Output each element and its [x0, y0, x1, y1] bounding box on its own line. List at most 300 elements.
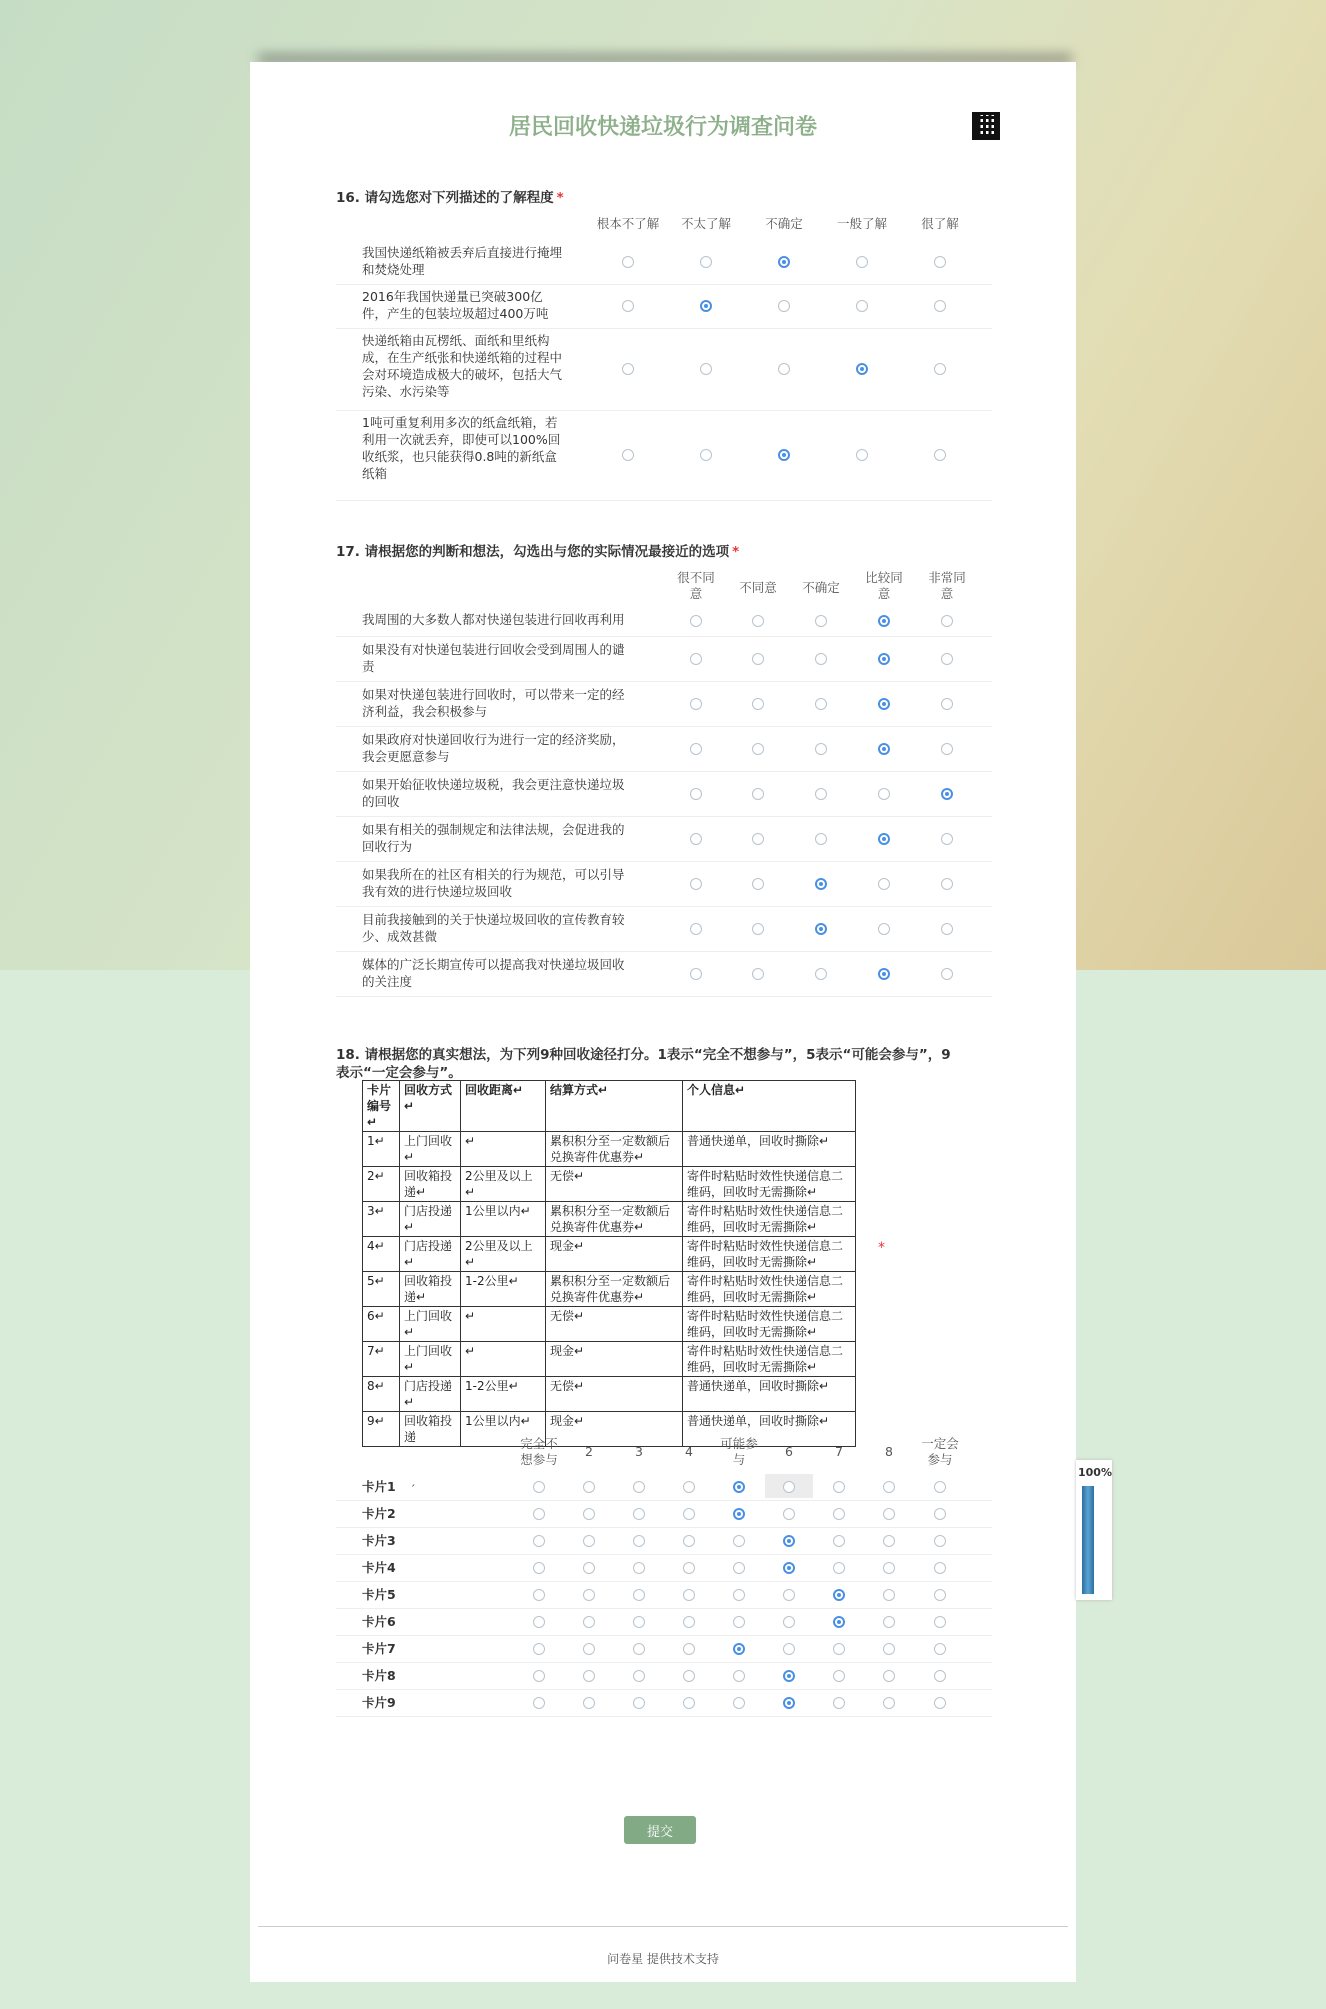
q18-card6-score-radio[interactable]: [733, 1616, 745, 1628]
q17-row9-option-radio[interactable]: [690, 968, 702, 980]
q16-row-label-line: 污染、水污染等: [362, 384, 450, 399]
q16-row3-option-radio[interactable]: [622, 363, 634, 375]
q17-row-label-line: 如果开始征收快递垃圾税，我会更注意快递垃圾: [362, 777, 625, 792]
q18-card3-score-radio[interactable]: [934, 1535, 946, 1547]
q18-card7-score-radio[interactable]: [583, 1643, 595, 1655]
q18-card7-score-radio[interactable]: [833, 1643, 845, 1655]
q18-column-header: [513, 1436, 565, 1468]
q16-column-header: 不太了解: [680, 216, 731, 231]
q18-card9-score-radio[interactable]: [733, 1697, 745, 1709]
q18-card2-score-radio[interactable]: [733, 1508, 745, 1520]
q16-row1-option-radio[interactable]: [934, 256, 946, 268]
q18-card7-score-radio[interactable]: [934, 1643, 946, 1655]
q17-row5-option-radio[interactable]: [878, 788, 890, 800]
q18-table-cell: 1↵: [363, 1132, 400, 1167]
q18-column-header-line: 参与: [927, 1452, 953, 1467]
q18-table-cell: 无偿↵: [546, 1307, 683, 1342]
q18-card4-score-radio[interactable]: [883, 1562, 895, 1574]
q18-card4-score-radio[interactable]: [934, 1562, 946, 1574]
q18-card3-score-radio[interactable]: [783, 1535, 795, 1547]
q18-card7-score-radio[interactable]: [783, 1643, 795, 1655]
q16-title: [336, 186, 564, 206]
q17-row8-option-radio[interactable]: [878, 923, 890, 935]
q17-row-label-line: 我有效的进行快递垃圾回收: [362, 884, 513, 899]
q17-text: 请根据您的判断和想法，勾选出与您的实际情况最接近的选项: [364, 544, 730, 560]
q18-card3-score-radio[interactable]: [833, 1535, 845, 1547]
q17-row-label: [362, 731, 672, 765]
q18-table-cell: 回收箱投递↵: [400, 1167, 461, 1202]
q18-column-header-line: 3: [635, 1444, 643, 1459]
q18-card8-score-radio[interactable]: [683, 1670, 695, 1682]
q18-card5-score-radio[interactable]: [533, 1589, 545, 1601]
q16-column-header: 很了解: [921, 216, 959, 231]
q18-card1-score-radio[interactable]: [533, 1481, 545, 1493]
survey-card: [250, 62, 1076, 1982]
q17-row7-option-radio[interactable]: [690, 878, 702, 890]
q18-card4-score-radio[interactable]: [683, 1562, 695, 1574]
q18-card8-score-radio[interactable]: [633, 1670, 645, 1682]
q16-row-divider: [336, 284, 992, 285]
q18-column-header-line: 4: [685, 1444, 693, 1459]
q18-table-header-cell: 结算方式↵: [546, 1081, 683, 1132]
q18-card4-score-radio[interactable]: [833, 1562, 845, 1574]
q18-card5-score-radio[interactable]: [883, 1589, 895, 1601]
q16-row1-option-radio[interactable]: [856, 256, 868, 268]
q18-row-label: 卡片3: [362, 1533, 396, 1548]
q18-table-header-cell: 卡片编号↵: [363, 1081, 400, 1132]
q18-table-row: [363, 1272, 856, 1307]
q18-table-cell: 1-2公里↵: [461, 1377, 546, 1412]
q18-table-cell: 回收箱投递↵: [400, 1272, 461, 1307]
q18-row-label: 卡片2: [362, 1506, 396, 1521]
q18-row-divider: [336, 1527, 992, 1528]
q18-card5-score-radio[interactable]: [833, 1589, 845, 1601]
q18-card4-score-radio[interactable]: [733, 1562, 745, 1574]
q18-table-cell: 普通快递单，回收时撕除↵: [683, 1377, 856, 1412]
q17-row5-option-radio[interactable]: [690, 788, 702, 800]
q18-column-header-line: 想参与: [520, 1452, 558, 1467]
q17-row-label-line: 目前我接触到的关于快递垃圾回收的宣传教育较: [362, 912, 625, 927]
q16-row1-option-radio[interactable]: [778, 256, 790, 268]
q18-card3-score-radio[interactable]: [883, 1535, 895, 1547]
q18-card3-score-radio[interactable]: [583, 1535, 595, 1547]
q18-row-divider: [336, 1635, 992, 1636]
q18-card6-score-radio[interactable]: [683, 1616, 695, 1628]
q18-table-cell: 2公里及以上↵: [461, 1167, 546, 1202]
q16-row-label-line: 成，在生产纸张和快递纸箱的过程中: [362, 350, 563, 365]
q17-row4-option-radio[interactable]: [752, 743, 764, 755]
q18-table-cell: 5↵: [363, 1272, 400, 1307]
q16-row-label: [362, 414, 598, 482]
q17-row9-option-radio[interactable]: [878, 968, 890, 980]
q18-card2-score-radio[interactable]: [533, 1508, 545, 1520]
q16-row3-option-radio[interactable]: [700, 363, 712, 375]
q17-row3-option-radio[interactable]: [815, 698, 827, 710]
q17-row1-option-radio[interactable]: [815, 615, 827, 627]
q18-column-header: [563, 1444, 615, 1460]
q18-table-cell: 2↵: [363, 1167, 400, 1202]
q17-row2-option-radio[interactable]: [690, 653, 702, 665]
q17-row-label-line: 责: [362, 659, 375, 674]
q16-row-label-line: 和焚烧处理: [362, 262, 425, 277]
q16-row-label-line: 我国快递纸箱被丢弃后直接进行掩埋: [362, 245, 563, 260]
q18-card8-score-radio[interactable]: [934, 1670, 946, 1682]
q18-column-header-line: 与: [732, 1452, 746, 1467]
q18-column-header: [713, 1436, 765, 1468]
q16-row-label: [362, 288, 598, 322]
q17-row2-option-radio[interactable]: [815, 653, 827, 665]
q16-row-label-line: 纸箱: [362, 466, 388, 481]
q17-row1-option-radio[interactable]: [878, 615, 890, 627]
q17-column-header-line: 非常同: [928, 570, 966, 585]
q17-row8-option-radio[interactable]: [815, 923, 827, 935]
q18-column-header-line: 完全不: [520, 1436, 558, 1451]
q18-card8-score-radio[interactable]: [883, 1670, 895, 1682]
q17-row2-option-radio[interactable]: [752, 653, 764, 665]
q18-table-row: [363, 1377, 856, 1412]
q18-card1-score-radio[interactable]: [733, 1481, 745, 1493]
q18-row-divider: [336, 1662, 992, 1663]
q16-row-divider: [336, 328, 992, 329]
q18-table-row: [363, 1167, 856, 1202]
progress-fill: [1082, 1486, 1094, 1594]
q16-row-label-line: 会对环境造成极大的破坏，包括大气: [362, 367, 563, 382]
q18-table-cell: 寄件时粘贴时效性快递信息二维码，回收时无需撕除↵: [683, 1272, 856, 1307]
qr-code-icon[interactable]: [972, 112, 1000, 140]
q16-row1-option-radio[interactable]: [622, 256, 634, 268]
q18-table-cell: 现金↵: [546, 1237, 683, 1272]
q18-table-header-row: [363, 1081, 856, 1132]
q18-card9-score-radio[interactable]: [934, 1697, 946, 1709]
q18-card9-score-radio[interactable]: [633, 1697, 645, 1709]
q18-table-cell: 累积积分至一定数额后兑换寄件优惠券↵: [546, 1202, 683, 1237]
q17-title: [336, 540, 739, 560]
q18-column-header-line: 一定会: [921, 1436, 959, 1451]
q18-row-label: 卡片1: [362, 1479, 396, 1494]
q18-table-header-cell: 回收距离↵: [461, 1081, 546, 1132]
q17-row4-option-radio[interactable]: [690, 743, 702, 755]
q18-row-divider: [336, 1581, 992, 1582]
q17-column-header: [852, 570, 916, 602]
q17-row-divider: [336, 861, 992, 862]
q18-column-header: [663, 1444, 715, 1460]
q18-card7-score-radio[interactable]: [633, 1643, 645, 1655]
q18-card5-score-radio[interactable]: [934, 1589, 946, 1601]
q17-row3-option-radio[interactable]: [941, 698, 953, 710]
q18-table-cell: 累积积分至一定数额后兑换寄件优惠券↵: [546, 1132, 683, 1167]
q18-card4-score-radio[interactable]: [783, 1562, 795, 1574]
q17-row-label-line: 我会更愿意参与: [362, 749, 450, 764]
q18-card-table: [362, 1080, 856, 1447]
q18-column-header-line: 2: [585, 1444, 593, 1459]
q17-row-label-line: 的关注度: [362, 974, 413, 989]
q17-row6-option-radio[interactable]: [815, 833, 827, 845]
q18-card4-score-radio[interactable]: [583, 1562, 595, 1574]
q17-row4-option-radio[interactable]: [815, 743, 827, 755]
q16-column-header: 一般了解: [836, 216, 887, 231]
q18-card5-score-radio[interactable]: [583, 1589, 595, 1601]
q17-row6-option-radio[interactable]: [752, 833, 764, 845]
q18-table-cell: 门店投递↵: [400, 1237, 461, 1272]
q17-row1-option-radio[interactable]: [752, 615, 764, 627]
q18-card5-score-radio[interactable]: [683, 1589, 695, 1601]
q17-row7-option-radio[interactable]: [752, 878, 764, 890]
q18-table-cell: 寄件时粘贴时效性快递信息二维码，回收时无需撕除↵: [683, 1307, 856, 1342]
q17-row-label: [362, 866, 672, 900]
q16-number: 16.: [336, 190, 360, 206]
q18-card1-score-radio[interactable]: [833, 1481, 845, 1493]
q18-card6-score-radio[interactable]: [633, 1616, 645, 1628]
q17-column-header: [726, 580, 790, 596]
q17-row-divider: [336, 951, 992, 952]
q16-row2-option-radio[interactable]: [856, 300, 868, 312]
q18-card8-score-radio[interactable]: [833, 1670, 845, 1682]
q18-card2-score-radio[interactable]: [934, 1508, 946, 1520]
q18-table-header-cell: 回收方式↵: [400, 1081, 461, 1132]
q18-card9-score-radio[interactable]: [783, 1697, 795, 1709]
q17-row-label-line: 如果政府对快递回收行为进行一定的经济奖励，: [362, 732, 625, 747]
q17-row-label-line: 的回收: [362, 794, 400, 809]
q16-row2-option-radio[interactable]: [622, 300, 634, 312]
q18-row-label: 卡片6: [362, 1614, 396, 1629]
q18-card2-score-radio[interactable]: [883, 1508, 895, 1520]
q17-column-header-line: 意: [877, 586, 891, 601]
q18-row-label: 卡片4: [362, 1560, 396, 1575]
q18-card6-score-radio[interactable]: [833, 1616, 845, 1628]
q17-row-divider: [336, 771, 992, 772]
q17-row-divider: [336, 996, 992, 997]
survey-title: 居民回收快递垃圾行为调查问卷: [508, 115, 817, 140]
q18-row-label: 卡片9: [362, 1695, 396, 1710]
q18-card7-score-radio[interactable]: [733, 1643, 745, 1655]
q18-table-cell: 3↵: [363, 1202, 400, 1237]
q18-card1-score-radio[interactable]: [583, 1481, 595, 1493]
q18-table-cell: 1-2公里↵: [461, 1272, 546, 1307]
q16-row3-option-radio[interactable]: [934, 363, 946, 375]
q18-card6-score-radio[interactable]: [934, 1616, 946, 1628]
q18-column-header: [763, 1444, 815, 1460]
q18-card2-score-radio[interactable]: [833, 1508, 845, 1520]
q18-table-cell: 7↵: [363, 1342, 400, 1377]
q17-row2-option-radio[interactable]: [941, 653, 953, 665]
q17-column-header-line: 不确定: [802, 580, 840, 595]
q18-table-cell: 1公里以内↵: [461, 1412, 546, 1447]
q17-row7-option-radio[interactable]: [941, 878, 953, 890]
q17-row9-option-radio[interactable]: [815, 968, 827, 980]
q18-table-cell: 普通快递单，回收时撕除↵: [683, 1132, 856, 1167]
q18-card6-score-radio[interactable]: [583, 1616, 595, 1628]
q18-table-cell: 寄件时粘贴时效性快递信息二维码，回收时无需撕除↵: [683, 1167, 856, 1202]
q18-card9-score-radio[interactable]: [533, 1697, 545, 1709]
q17-row5-option-radio[interactable]: [941, 788, 953, 800]
q18-card1-score-radio[interactable]: [883, 1481, 895, 1493]
footer-credit: 问卷星 提供技术支持: [607, 1952, 719, 1966]
q18-card3-score-radio[interactable]: [733, 1535, 745, 1547]
q16-text: 请勾选您对下列描述的了解程度: [364, 190, 554, 206]
q17-row8-option-radio[interactable]: [690, 923, 702, 935]
q18-card6-score-radio[interactable]: [883, 1616, 895, 1628]
q17-column-header-line: 不同意: [739, 580, 777, 595]
q18-table-cell: 寄件时粘贴时效性快递信息二维码，回收时无需撕除↵: [683, 1342, 856, 1377]
q18-table-cell: ↵: [461, 1132, 546, 1167]
q18-table-row: [363, 1342, 856, 1377]
q17-row-label: [362, 821, 672, 855]
q18-table-cell: 4↵: [363, 1237, 400, 1272]
q18-card3-score-radio[interactable]: [533, 1535, 545, 1547]
q17-row-divider: [336, 726, 992, 727]
q18-column-header-line: 7: [835, 1444, 843, 1459]
q18-card9-score-radio[interactable]: [833, 1697, 845, 1709]
q18-column-header-line: 8: [885, 1444, 893, 1459]
q18-card4-score-radio[interactable]: [633, 1562, 645, 1574]
q18-card2-score-radio[interactable]: [583, 1508, 595, 1520]
q16-row4-option-radio[interactable]: [856, 449, 868, 461]
q17-required-mark: *: [732, 544, 740, 560]
q18-table-row: [363, 1237, 856, 1272]
q18-table-cell: 上门回收↵: [400, 1307, 461, 1342]
q16-row-label-line: 件，产生的包装垃圾超过400万吨: [362, 306, 549, 321]
q17-row3-option-radio[interactable]: [878, 698, 890, 710]
q18-card6-score-radio[interactable]: [783, 1616, 795, 1628]
q17-row6-option-radio[interactable]: [941, 833, 953, 845]
q16-row-label-line: 快递纸箱由瓦楞纸、面纸和里纸构: [362, 333, 550, 348]
q18-card8-score-radio[interactable]: [583, 1670, 595, 1682]
q18-card7-score-radio[interactable]: [883, 1643, 895, 1655]
q18-table-cell: 9↵: [363, 1412, 400, 1447]
q17-row-label: [362, 686, 672, 720]
q16-row3-option-radio[interactable]: [778, 363, 790, 375]
q16-row4-option-radio[interactable]: [934, 449, 946, 461]
q17-row-divider: [336, 906, 992, 907]
q16-row-label-line: 收纸浆，也只能获得0.8吨的新纸盒: [362, 449, 557, 464]
q17-column-header-line: 意: [940, 586, 954, 601]
q17-row8-option-radio[interactable]: [752, 923, 764, 935]
q18-table-cell: ↵: [461, 1307, 546, 1342]
progress-indicator: [1076, 1460, 1112, 1600]
q17-row5-option-radio[interactable]: [815, 788, 827, 800]
q17-row4-option-radio[interactable]: [878, 743, 890, 755]
q16-row-label-line: 利用一次就丢弃，即使可以100%回: [362, 432, 561, 447]
q18-column-header: [813, 1444, 865, 1460]
q16-row4-option-radio[interactable]: [700, 449, 712, 461]
q18-card1-score-radio[interactable]: [934, 1481, 946, 1493]
q17-row-label-line: 少、成效甚微: [362, 929, 438, 944]
q18-text-line1: 请根据您的真实想法，为下列9种回收途径打分。1表示“完全不想参与”，5表示“可能会参与”，9: [364, 1047, 951, 1063]
q16-row2-option-radio[interactable]: [700, 300, 712, 312]
text-cursor: ˊ: [410, 1483, 416, 1496]
q18-card8-score-radio[interactable]: [733, 1670, 745, 1682]
q18-column-header: [613, 1444, 665, 1460]
q18-card7-score-radio[interactable]: [533, 1643, 545, 1655]
q18-card6-score-radio[interactable]: [533, 1616, 545, 1628]
q18-text-line2: 表示“一定会参与”。: [336, 1065, 462, 1081]
q18-number: 18.: [336, 1047, 360, 1063]
q17-row9-option-radio[interactable]: [941, 968, 953, 980]
q17-row-divider: [336, 681, 992, 682]
q17-row1-option-radio[interactable]: [941, 615, 953, 627]
q18-card5-score-radio[interactable]: [733, 1589, 745, 1601]
q17-row9-option-radio[interactable]: [752, 968, 764, 980]
q18-card3-score-radio[interactable]: [633, 1535, 645, 1547]
q18-table-cell: 无偿↵: [546, 1167, 683, 1202]
q17-row6-option-radio[interactable]: [878, 833, 890, 845]
q18-card9-score-radio[interactable]: [583, 1697, 595, 1709]
q16-row4-option-radio[interactable]: [778, 449, 790, 461]
q18-title: [336, 1046, 996, 1082]
q17-row3-option-radio[interactable]: [690, 698, 702, 710]
q18-table-cell: 上门回收↵: [400, 1342, 461, 1377]
q18-table-row: [363, 1132, 856, 1167]
q17-row8-option-radio[interactable]: [941, 923, 953, 935]
q18-card2-score-radio[interactable]: [633, 1508, 645, 1520]
q18-table-row: [363, 1307, 856, 1342]
q17-row4-option-radio[interactable]: [941, 743, 953, 755]
q17-row-label-line: 济利益，我会积极参与: [362, 704, 488, 719]
submit-button[interactable]: 提交: [624, 1816, 696, 1844]
footer-divider: [258, 1926, 1068, 1927]
q18-card2-score-radio[interactable]: [683, 1508, 695, 1520]
q17-row-label-line: 媒体的广泛长期宣传可以提高我对快递垃圾回收: [362, 957, 625, 972]
q16-row3-option-radio[interactable]: [856, 363, 868, 375]
q16-row4-option-radio[interactable]: [622, 449, 634, 461]
q16-row2-option-radio[interactable]: [934, 300, 946, 312]
q17-column-header: [664, 570, 728, 602]
q18-card8-score-radio[interactable]: [783, 1670, 795, 1682]
q18-card1-score-radio[interactable]: [683, 1481, 695, 1493]
q18-card9-score-radio[interactable]: [683, 1697, 695, 1709]
q17-row2-option-radio[interactable]: [878, 653, 890, 665]
q16-row-label: [362, 244, 598, 278]
q18-table-row: [363, 1412, 856, 1447]
q16-column-header: 根本不了解: [596, 216, 660, 231]
q18-card9-score-radio[interactable]: [883, 1697, 895, 1709]
progress-track: [1082, 1486, 1094, 1594]
q18-card7-score-radio[interactable]: [683, 1643, 695, 1655]
q17-column-header: [789, 580, 853, 596]
q17-column-header: [915, 570, 979, 602]
q16-row1-option-radio[interactable]: [700, 256, 712, 268]
progress-label: 100%: [1078, 1466, 1112, 1479]
q16-row-divider: [336, 410, 992, 411]
q18-table-cell: 2公里及以上↵: [461, 1237, 546, 1272]
q17-row-label-line: 回收行为: [362, 839, 413, 854]
q17-row-label: [362, 776, 672, 810]
q18-card5-score-radio[interactable]: [633, 1589, 645, 1601]
q18-card3-score-radio[interactable]: [683, 1535, 695, 1547]
q18-table-cell: 普通快递单，回收时撕除↵: [683, 1412, 856, 1447]
q18-card5-score-radio[interactable]: [783, 1589, 795, 1601]
q18-table-cell: 现金↵: [546, 1412, 683, 1447]
q17-row6-option-radio[interactable]: [690, 833, 702, 845]
q17-row-label: [362, 911, 672, 945]
q18-card1-score-radio[interactable]: [783, 1481, 795, 1493]
q18-table-cell: 寄件时粘贴时效性快递信息二维码，回收时无需撕除↵: [683, 1202, 856, 1237]
q18-row-label: 卡片5: [362, 1587, 396, 1602]
q18-card4-score-radio[interactable]: [533, 1562, 545, 1574]
q18-table-cell: 6↵: [363, 1307, 400, 1342]
q18-table-header-cell: 个人信息↵: [683, 1081, 856, 1132]
q17-row1-option-radio[interactable]: [690, 615, 702, 627]
q17-row-divider: [336, 816, 992, 817]
q17-row3-option-radio[interactable]: [752, 698, 764, 710]
q17-row7-option-radio[interactable]: [815, 878, 827, 890]
q16-row2-option-radio[interactable]: [778, 300, 790, 312]
q17-row5-option-radio[interactable]: [752, 788, 764, 800]
q18-card8-score-radio[interactable]: [533, 1670, 545, 1682]
q18-card2-score-radio[interactable]: [783, 1508, 795, 1520]
q18-card1-score-radio[interactable]: [633, 1481, 645, 1493]
q17-row7-option-radio[interactable]: [878, 878, 890, 890]
